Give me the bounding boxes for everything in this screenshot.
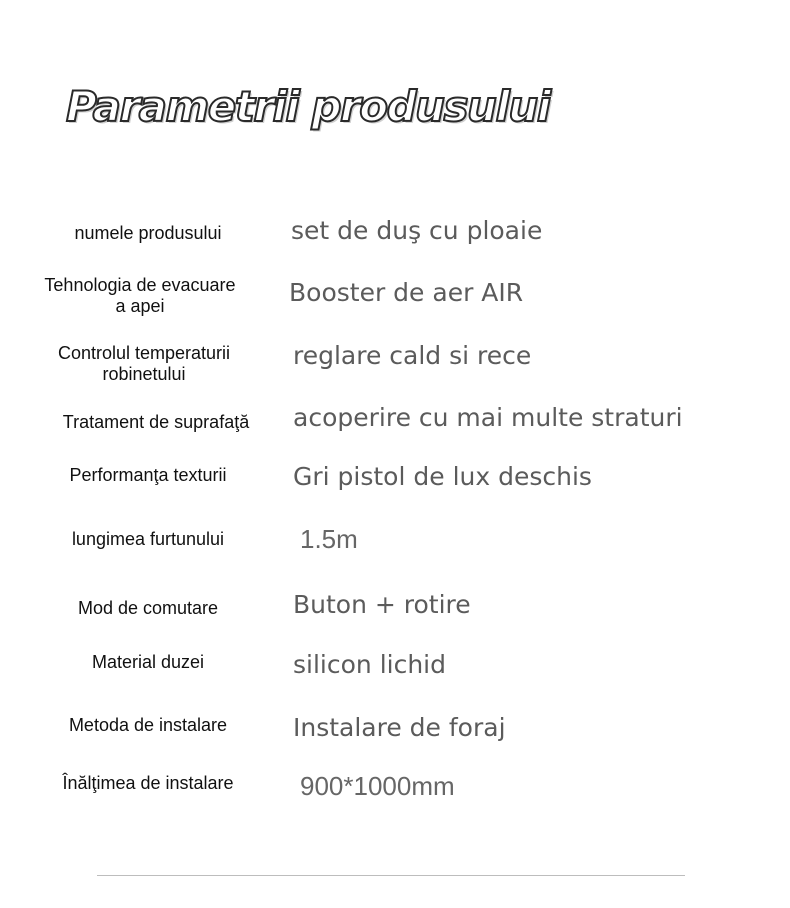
spec-value: acoperire cu mai multe straturi xyxy=(293,403,683,432)
bottom-divider xyxy=(97,875,685,876)
spec-value: Buton + rotire xyxy=(293,590,471,619)
spec-value: Instalare de foraj xyxy=(293,713,506,742)
spec-label: Înălţimea de instalare xyxy=(62,773,234,793)
page-title: Parametrii produsului xyxy=(66,82,550,131)
spec-label: Controlul temperaturii robinetului xyxy=(57,343,231,384)
spec-value: Booster de aer AIR xyxy=(289,278,524,307)
spec-label: Tratament de suprafaţă xyxy=(62,412,250,432)
spec-label: numele produsului xyxy=(74,223,222,243)
spec-value: 900*1000mm xyxy=(300,771,455,801)
spec-value: silicon lichid xyxy=(293,650,446,679)
spec-label: Tehnologia de evacuare a apei xyxy=(44,275,236,316)
spec-value: Gri pistol de lux deschis xyxy=(293,462,592,491)
spec-label: lungimea furtunului xyxy=(71,529,225,549)
spec-label: Performanţa texturii xyxy=(69,465,227,485)
spec-label: Material duzei xyxy=(91,652,205,672)
spec-label: Mod de comutare xyxy=(77,598,219,618)
spec-value: 1.5m xyxy=(300,524,358,554)
spec-value: set de duş cu ploaie xyxy=(291,216,543,245)
spec-value: reglare cald si rece xyxy=(293,341,532,370)
spec-label: Metoda de instalare xyxy=(68,715,228,735)
